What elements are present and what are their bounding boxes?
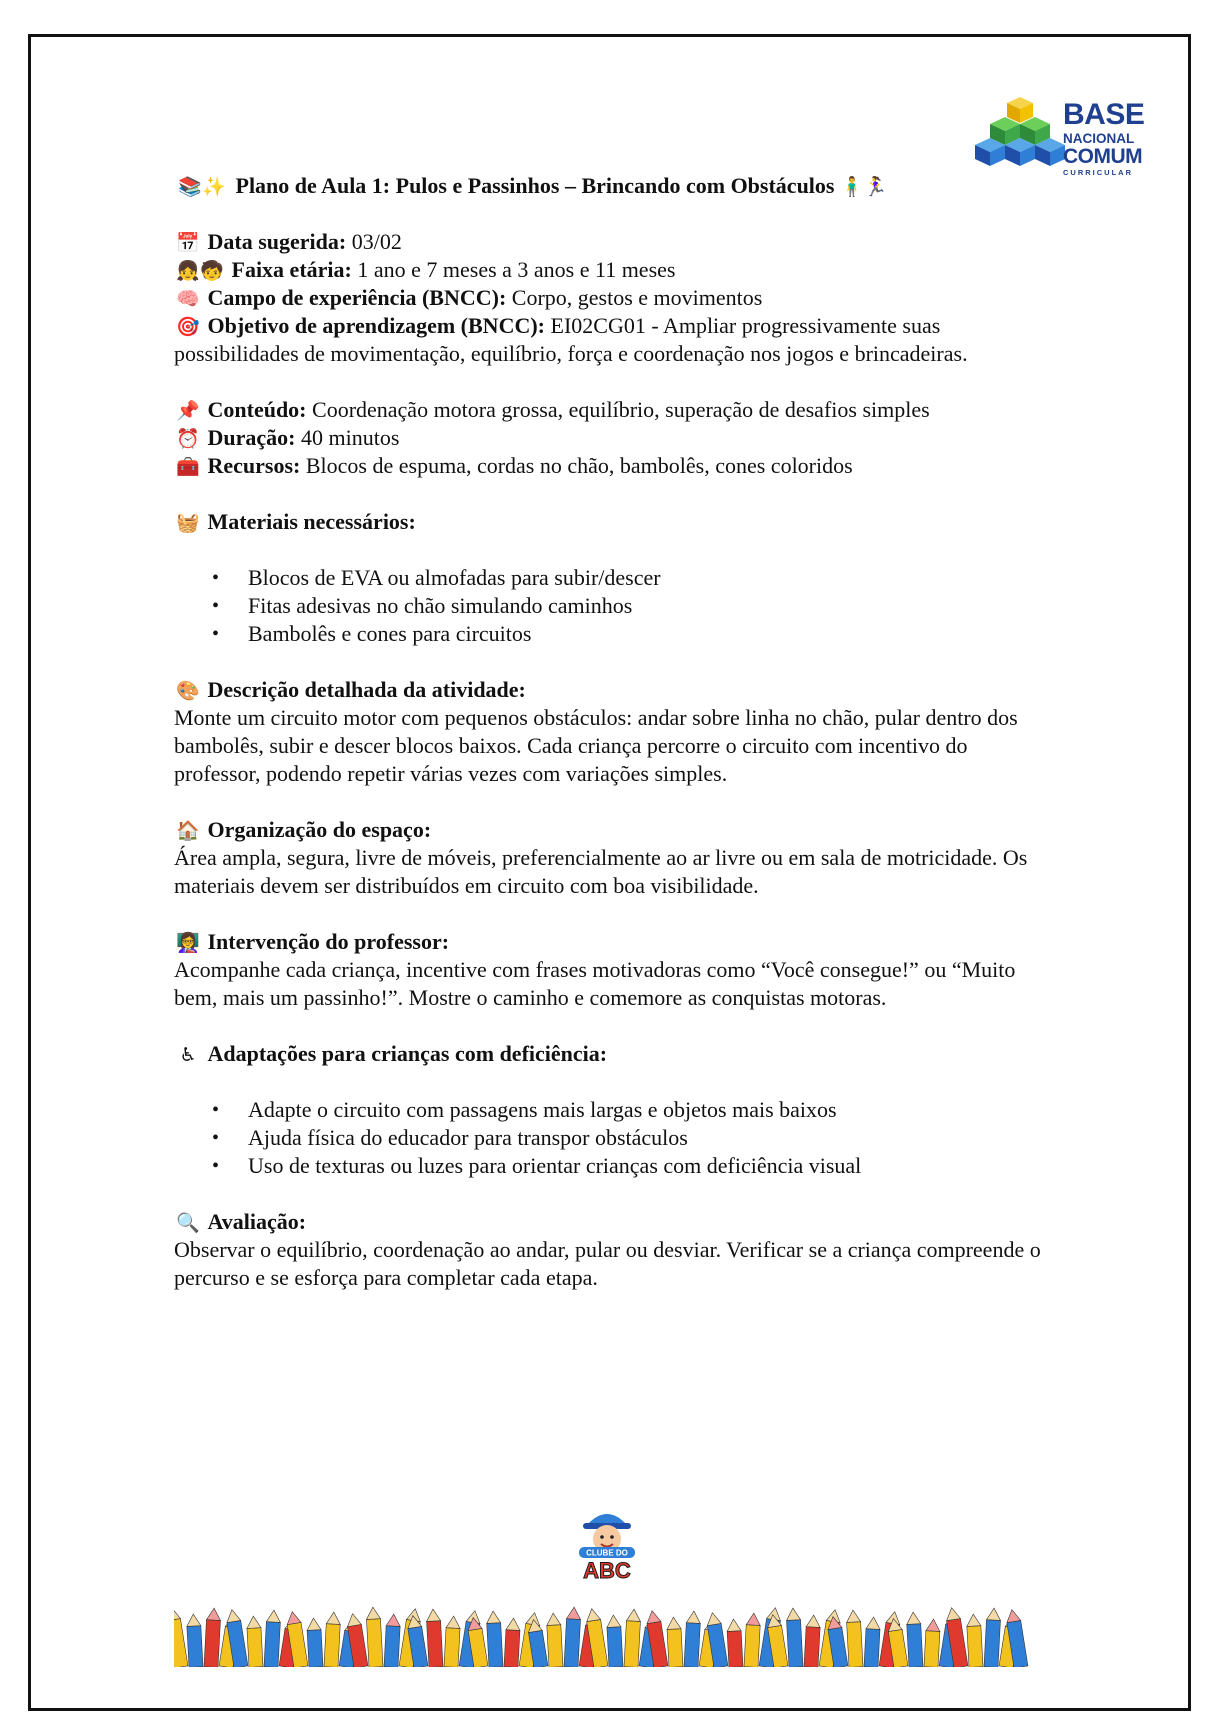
info-label: Objetivo de aprendizagem (BNCC): bbox=[207, 313, 545, 338]
page-title bbox=[174, 172, 1054, 200]
info-learning-objective bbox=[174, 312, 1054, 368]
info-value: Coordenação motora grossa, equilíbrio, superação de desafios simples bbox=[312, 397, 930, 422]
pencil-decoration bbox=[306, 1618, 323, 1667]
info-label: Data sugerida: bbox=[207, 229, 347, 254]
pencil-decoration bbox=[564, 1607, 581, 1667]
pencil-decoration bbox=[174, 1607, 188, 1667]
list-item: • Bambolês e cones para circuitos bbox=[174, 620, 1054, 648]
pencil-decoration bbox=[264, 1610, 281, 1667]
pencil-decoration bbox=[324, 1612, 341, 1667]
basket-icon: 🧺 bbox=[176, 512, 200, 534]
section-text-description: Monte um circuito motor com pequenos obstáculos: andar sobre linha no chão, pular dentro dos bambolês, subir e descer blocos baixos. Cada criança percorre o circuito com incentivo do professor, podendo repetir várias vezes com variações simples. bbox=[174, 705, 1018, 786]
pencil-decoration bbox=[546, 1613, 563, 1667]
bncc-logo-line4: CURRICULAR bbox=[1063, 167, 1133, 177]
info-experience-field bbox=[174, 284, 1054, 312]
section-heading-description bbox=[174, 676, 1054, 704]
pencil-decoration bbox=[186, 1614, 203, 1667]
pencil-decoration bbox=[966, 1614, 983, 1667]
palette-icon: 🎨 bbox=[176, 680, 200, 702]
info-value: Blocos de espuma, cordas no chão, bambolês, cones coloridos bbox=[305, 453, 853, 478]
title-text: Plano de Aula 1: Pulos e Passinhos – Brincando com Obstáculos bbox=[235, 173, 835, 198]
pencil-decoration bbox=[486, 1611, 503, 1667]
section-heading-text: Avaliação: bbox=[207, 1209, 307, 1234]
pencil-decoration bbox=[804, 1615, 821, 1667]
toolbox-icon: 🧰 bbox=[176, 456, 200, 478]
pencil-decoration bbox=[426, 1609, 443, 1667]
pencil-decoration bbox=[906, 1612, 923, 1667]
info-label: Conteúdo: bbox=[207, 397, 307, 422]
pencil-decoration bbox=[504, 1618, 521, 1667]
pencil-decoration bbox=[204, 1608, 221, 1667]
info-date bbox=[174, 228, 1054, 256]
section-heading-text: Organização do espaço: bbox=[207, 817, 432, 842]
pencil-decoration bbox=[624, 1609, 641, 1667]
list-item: • Uso de texturas ou luzes para orientar crianças com deficiência visual bbox=[174, 1152, 1054, 1180]
list-item: • Ajuda física do educador para transpor obstáculos bbox=[174, 1124, 1054, 1152]
list-item: • Adapte o circuito com passagens mais largas e objetos mais baixos bbox=[174, 1096, 1054, 1124]
section-heading-evaluation bbox=[174, 1208, 1054, 1236]
bncc-logo-text bbox=[1063, 100, 1144, 176]
pencil-decoration bbox=[846, 1610, 863, 1667]
info-content bbox=[174, 396, 1054, 424]
pencil-decoration bbox=[864, 1617, 881, 1667]
section-text-evaluation: Observar o equilíbrio, coordenação ao andar, pular ou desviar. Verificar se a criança compreende o percurso e se esforça para completar cada etapa. bbox=[174, 1237, 1041, 1290]
pencil-decoration bbox=[924, 1619, 940, 1667]
section-heading-materials bbox=[174, 508, 1054, 536]
clube-do-abc-logo bbox=[567, 1505, 647, 1581]
info-duration bbox=[174, 424, 1054, 452]
pencil-decoration bbox=[384, 1614, 401, 1667]
brain-icon: 🧠 bbox=[176, 288, 200, 310]
pencil-border-decoration bbox=[174, 1603, 1036, 1667]
pencil-decoration bbox=[666, 1617, 683, 1667]
info-label: Campo de experiência (BNCC): bbox=[207, 285, 507, 310]
pencil-decoration bbox=[684, 1611, 701, 1667]
adaptations-list bbox=[174, 1096, 1054, 1180]
info-value: 40 minutos bbox=[300, 425, 400, 450]
children-icon: 👧🧒 bbox=[176, 260, 224, 282]
clube-logo-line1: CLUBE DO bbox=[586, 1548, 628, 1558]
section-text-space: Área ampla, segura, livre de móveis, preferencialmente ao ar livre ou em sala de motricidade. Os materiais devem ser distribuídos em circuito com boa visibilidade. bbox=[174, 845, 1028, 898]
section-heading-text: Intervenção do professor: bbox=[207, 929, 450, 954]
magnifier-icon: 🔍 bbox=[176, 1212, 200, 1234]
bncc-logo-line3: COMUM bbox=[1063, 144, 1143, 168]
list-item: • Blocos de EVA ou almofadas para subir/descer bbox=[174, 564, 1054, 592]
lesson-plan-content bbox=[174, 172, 1054, 1292]
pencil-decoration bbox=[246, 1616, 263, 1667]
pencil-decoration bbox=[606, 1615, 623, 1667]
bncc-logo-line1: BASE bbox=[1063, 98, 1145, 131]
list-item: • Fitas adesivas no chão simulando caminhos bbox=[174, 592, 1054, 620]
info-value: 1 ano e 7 meses a 3 anos e 11 meses bbox=[357, 257, 676, 282]
teacher-icon: 👩‍🏫 bbox=[176, 932, 200, 954]
section-heading-adaptations bbox=[174, 1040, 1054, 1068]
section-heading-text: Materiais necessários: bbox=[207, 509, 416, 534]
section-heading-text: Descrição detalhada da atividade: bbox=[207, 677, 526, 702]
pencil-decoration bbox=[726, 1619, 742, 1667]
info-label: Recursos: bbox=[207, 453, 301, 478]
section-heading-space bbox=[174, 816, 1054, 844]
section-text-teacher: Acompanhe cada criança, incentive com frases motivadoras como “Você consegue!” ou “Muito bem, mais um passinho!”. Mostre o caminho e comemore as conquistas motoras. bbox=[174, 957, 1016, 1010]
info-resources bbox=[174, 452, 1054, 480]
wheelchair-icon: ♿ bbox=[179, 1044, 197, 1066]
pencil-decoration bbox=[444, 1616, 461, 1667]
bncc-logo-line2: NACIONAL bbox=[1063, 131, 1135, 146]
section-heading-teacher bbox=[174, 928, 1054, 956]
target-icon: 🎯 bbox=[176, 316, 200, 338]
pencil-decoration bbox=[744, 1613, 761, 1667]
section-heading-text: Adaptações para crianças com deficiência: bbox=[207, 1041, 608, 1066]
pencil-decoration bbox=[366, 1607, 383, 1667]
materials-list bbox=[174, 564, 1054, 648]
info-label: Faixa etária: bbox=[231, 257, 352, 282]
calendar-icon: 📅 bbox=[176, 232, 200, 254]
info-age-range bbox=[174, 256, 1054, 284]
info-value: Corpo, gestos e movimentos bbox=[511, 285, 763, 310]
house-icon: 🏠 bbox=[176, 820, 200, 842]
pencil-decoration bbox=[984, 1608, 1001, 1667]
people-icon: 🧍‍♂️🏃‍♀️ bbox=[839, 176, 888, 198]
info-value: 03/02 bbox=[351, 229, 402, 254]
info-value: EI02CG01 - Ampliar progressivamente suas possibilidades de movimentação, equilíbrio, força e coordenação nos jogos e brincadeiras. bbox=[174, 313, 968, 366]
pencil-decoration bbox=[786, 1608, 803, 1667]
alarm-clock-icon: ⏰ bbox=[176, 428, 200, 450]
clube-logo-line2: ABC bbox=[583, 1558, 631, 1581]
pushpin-icon: 📌 bbox=[176, 400, 200, 422]
info-label: Duração: bbox=[207, 425, 296, 450]
books-sparkles-icon: 📚✨ bbox=[178, 176, 226, 198]
